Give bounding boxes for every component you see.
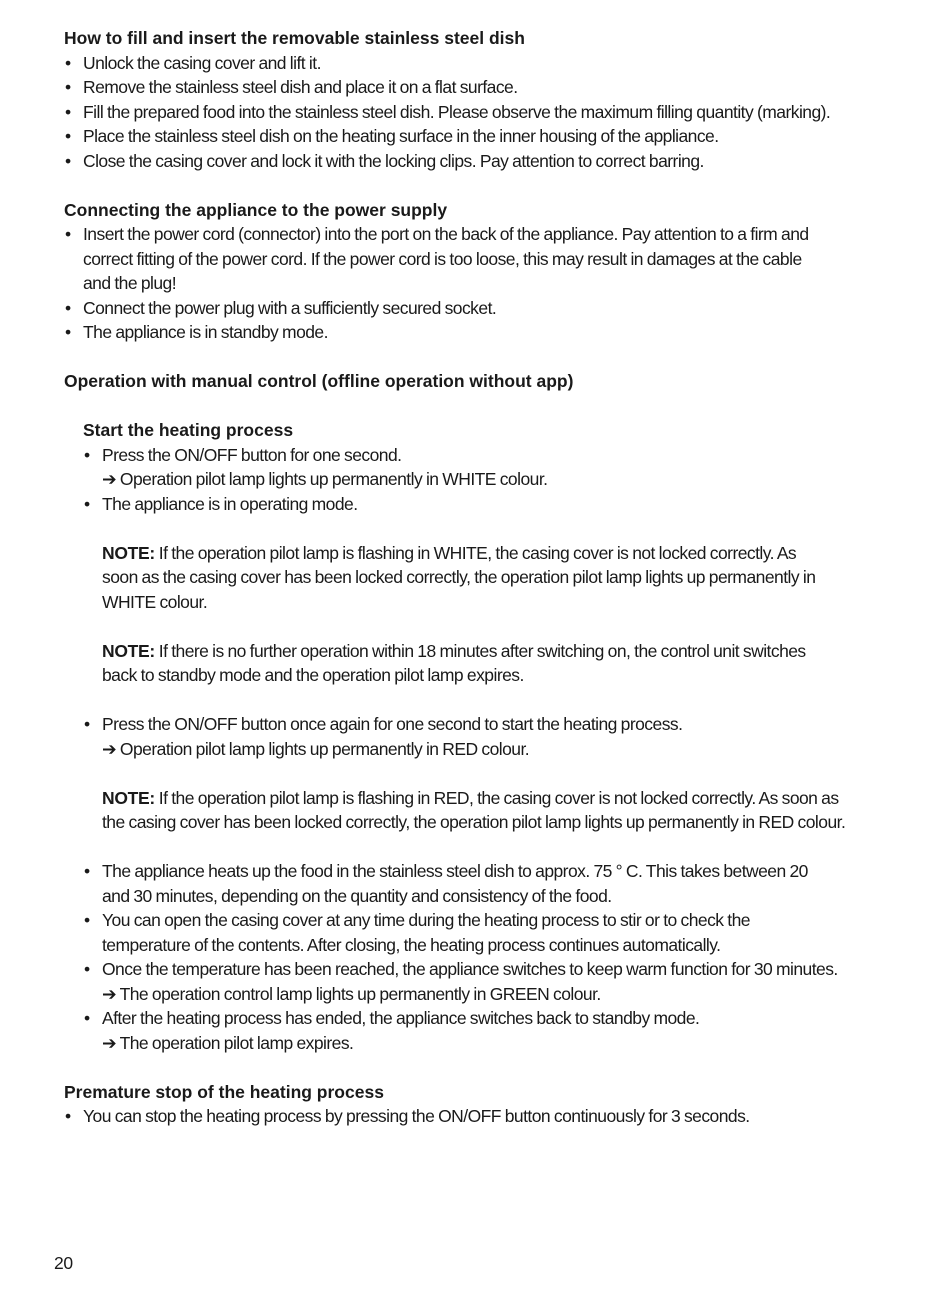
list-item: • Connect the power plug with a sufficiently secured socket. — [64, 296, 894, 321]
text-line: If there is no further operation within 18 minutes after switching on, the control unit switches — [154, 640, 806, 661]
text-line: back to standby mode and the operation pilot lamp expires. — [102, 665, 524, 685]
text-line: If the operation pilot lamp is flashing in RED, the casing cover is not locked correctly. As soon as — [154, 787, 839, 808]
list-item — [83, 712, 894, 761]
power-supply-list — [64, 222, 894, 345]
list-item: • You can stop the heating process by pressing the ON/OFF button continuously for 3 seconds. — [64, 1104, 894, 1129]
fill-dish-list — [64, 51, 894, 174]
note-white-flashing — [102, 541, 894, 615]
list-item — [83, 908, 894, 957]
result-line: ➔ The operation pilot lamp expires. — [102, 1032, 354, 1053]
text-line: • Once the temperature has been reached, the appliance switches to keep warm function for 30 minutes. — [102, 959, 838, 979]
text-line: temperature of the contents. After closing, the heating process continues automatically. — [102, 934, 721, 955]
note-red-flashing — [102, 786, 894, 835]
heating-step-list — [83, 712, 894, 761]
manual-page — [64, 26, 894, 1129]
list-item: • Fill the prepared food into the stainless steel dish. Please observe the maximum filling quantity (marking). — [64, 100, 894, 125]
text-line: and the plug! — [83, 273, 177, 293]
note-standby-timeout — [102, 639, 894, 688]
list-item: • Unlock the casing cover and lift it. — [64, 51, 894, 76]
text-line: and 30 minutes, depending on the quantity and consistency of the food. — [102, 885, 612, 906]
heating-progress-list — [83, 859, 894, 1055]
section-heading-power-supply: Connecting the appliance to the power supply — [64, 199, 448, 220]
note-label: NOTE: — [102, 640, 155, 661]
result-line: ➔ Operation pilot lamp lights up permanently in WHITE colour. — [102, 469, 548, 489]
text-line: • The appliance heats up the food in the stainless steel dish to approx. 75 ° C. This takes between 20 — [102, 861, 808, 881]
note-label: NOTE: — [102, 787, 155, 808]
text-line: WHITE colour. — [102, 591, 208, 612]
list-item — [83, 859, 894, 908]
note-label: NOTE: — [102, 542, 155, 563]
text-line: correct fitting of the power cord. If the power cord is too loose, this may result in damages at the cable — [83, 248, 802, 269]
list-item: • Place the stainless steel dish on the heating surface in the inner housing of the appliance. — [64, 124, 894, 149]
text-line: • Press the ON/OFF button for one second. — [102, 444, 402, 465]
section-heading-premature-stop: Premature stop of the heating process — [64, 1081, 384, 1102]
text-line: If the operation pilot lamp is flashing in WHITE, the casing cover is not locked correctly. As — [154, 542, 797, 563]
result-line: ➔ The operation control lamp lights up permanently in GREEN colour. — [102, 983, 601, 1004]
list-item — [64, 222, 894, 296]
premature-stop-list — [64, 1104, 894, 1129]
page-number: 20 — [54, 1253, 73, 1273]
section-heading-manual-operation: Operation with manual control (offline operation without app) — [64, 371, 574, 391]
text-line: • You can open the casing cover at any time during the heating process to stir or to check the — [102, 910, 750, 930]
start-heating-list — [83, 443, 894, 517]
text-line: soon as the casing cover has been locked correctly, the operation pilot lamp lights up permanently in — [102, 567, 816, 587]
list-item: • Remove the stainless steel dish and place it on a flat surface. — [64, 75, 894, 100]
text-line: • After the heating process has ended, the appliance switches back to standby mode. — [102, 1008, 700, 1028]
list-item — [83, 443, 894, 492]
result-line: ➔ Operation pilot lamp lights up permanently in RED colour. — [102, 738, 530, 759]
list-item: • Close the casing cover and lock it with the locking clips. Pay attention to correct barring. — [64, 149, 894, 174]
list-item: • The appliance is in operating mode. — [83, 492, 894, 517]
text-line: the casing cover has been locked correctly, the operation pilot lamp lights up permanently in RED colour. — [102, 812, 846, 832]
list-item — [83, 957, 894, 1006]
section-heading-fill-dish: How to fill and insert the removable stainless steel dish — [64, 28, 525, 48]
text-line: • Press the ON/OFF button once again for one second to start the heating process. — [102, 714, 683, 734]
subheading-start-heating: Start the heating process — [83, 420, 294, 440]
list-item — [83, 1006, 894, 1055]
list-item: • The appliance is in standby mode. — [64, 320, 894, 345]
text-line: • Insert the power cord (connector) into the port on the back of the appliance. Pay attention to a firm and — [83, 224, 809, 244]
